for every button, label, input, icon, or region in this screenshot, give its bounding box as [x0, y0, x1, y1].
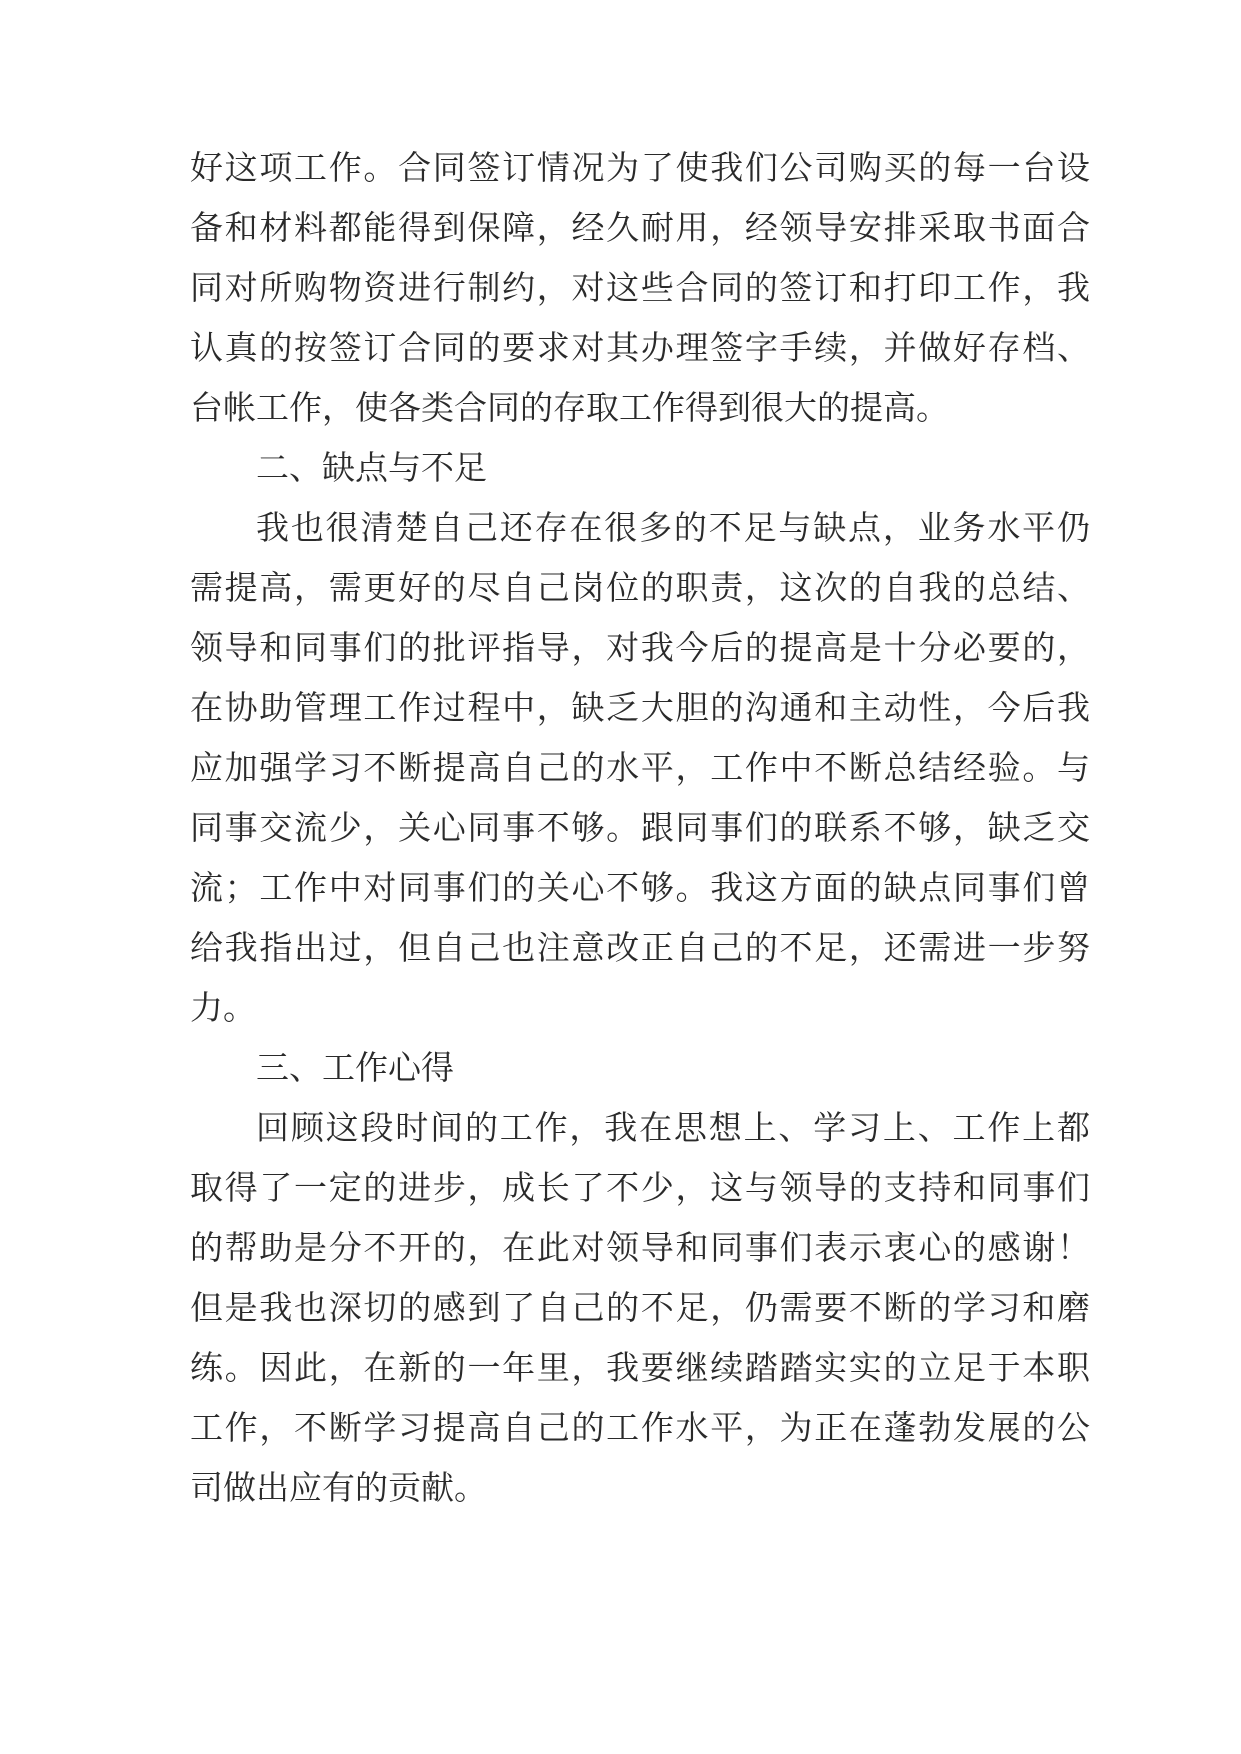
text-line: 同对所购物资进行制约，对这些合同的签订和打印工作，我	[190, 268, 1090, 307]
text-line: 好这项工作。合同签订情况为了使我们公司购买的每一台设	[190, 148, 1090, 187]
text-line: 需提高，需更好的尽自己岗位的职责，这次的自我的总结、	[190, 568, 1090, 607]
text-line: 同事交流少，关心同事不够。跟同事们的联系不够，缺乏交	[190, 808, 1090, 847]
text-line: 台帐工作，使各类合同的存取工作得到很大的提高。	[190, 388, 949, 427]
text-line: 领导和同事们的批评指导，对我今后的提高是十分必要的，	[190, 628, 1090, 667]
text-line: 在协助管理工作过程中，缺乏大胆的沟通和主动性，今后我	[190, 688, 1090, 727]
text-line: 流；工作中对同事们的关心不够。我这方面的缺点同事们曾	[190, 868, 1090, 907]
section-heading: 三、工作心得	[256, 1048, 454, 1087]
text-line: 力。	[190, 988, 256, 1027]
text-line: 备和材料都能得到保障，经久耐用，经领导安排采取书面合	[190, 208, 1090, 247]
text-line: 司做出应有的贡献。	[190, 1468, 487, 1507]
text-line: 给我指出过，但自己也注意改正自己的不足，还需进一步努	[190, 928, 1090, 967]
section-heading: 二、缺点与不足	[256, 448, 487, 487]
text-line: 取得了一定的进步，成长了不少，这与领导的支持和同事们	[190, 1168, 1090, 1207]
paragraph-first-line: 回顾这段时间的工作，我在思想上、学习上、工作上都	[256, 1108, 1090, 1147]
text-line: 但是我也深切的感到了自己的不足，仍需要不断的学习和磨	[190, 1288, 1090, 1327]
text-line: 工作，不断学习提高自己的工作水平，为正在蓬勃发展的公	[190, 1408, 1090, 1447]
text-line: 的帮助是分不开的，在此对领导和同事们表示衷心的感谢！	[190, 1228, 1090, 1267]
text-line: 认真的按签订合同的要求对其办理签字手续，并做好存档、	[190, 328, 1090, 367]
text-line: 应加强学习不断提高自己的水平，工作中不断总结经验。与	[190, 748, 1090, 787]
paragraph-first-line: 我也很清楚自己还存在很多的不足与缺点，业务水平仍	[256, 508, 1090, 547]
text-line: 练。因此，在新的一年里，我要继续踏踏实实的立足于本职	[190, 1348, 1090, 1387]
